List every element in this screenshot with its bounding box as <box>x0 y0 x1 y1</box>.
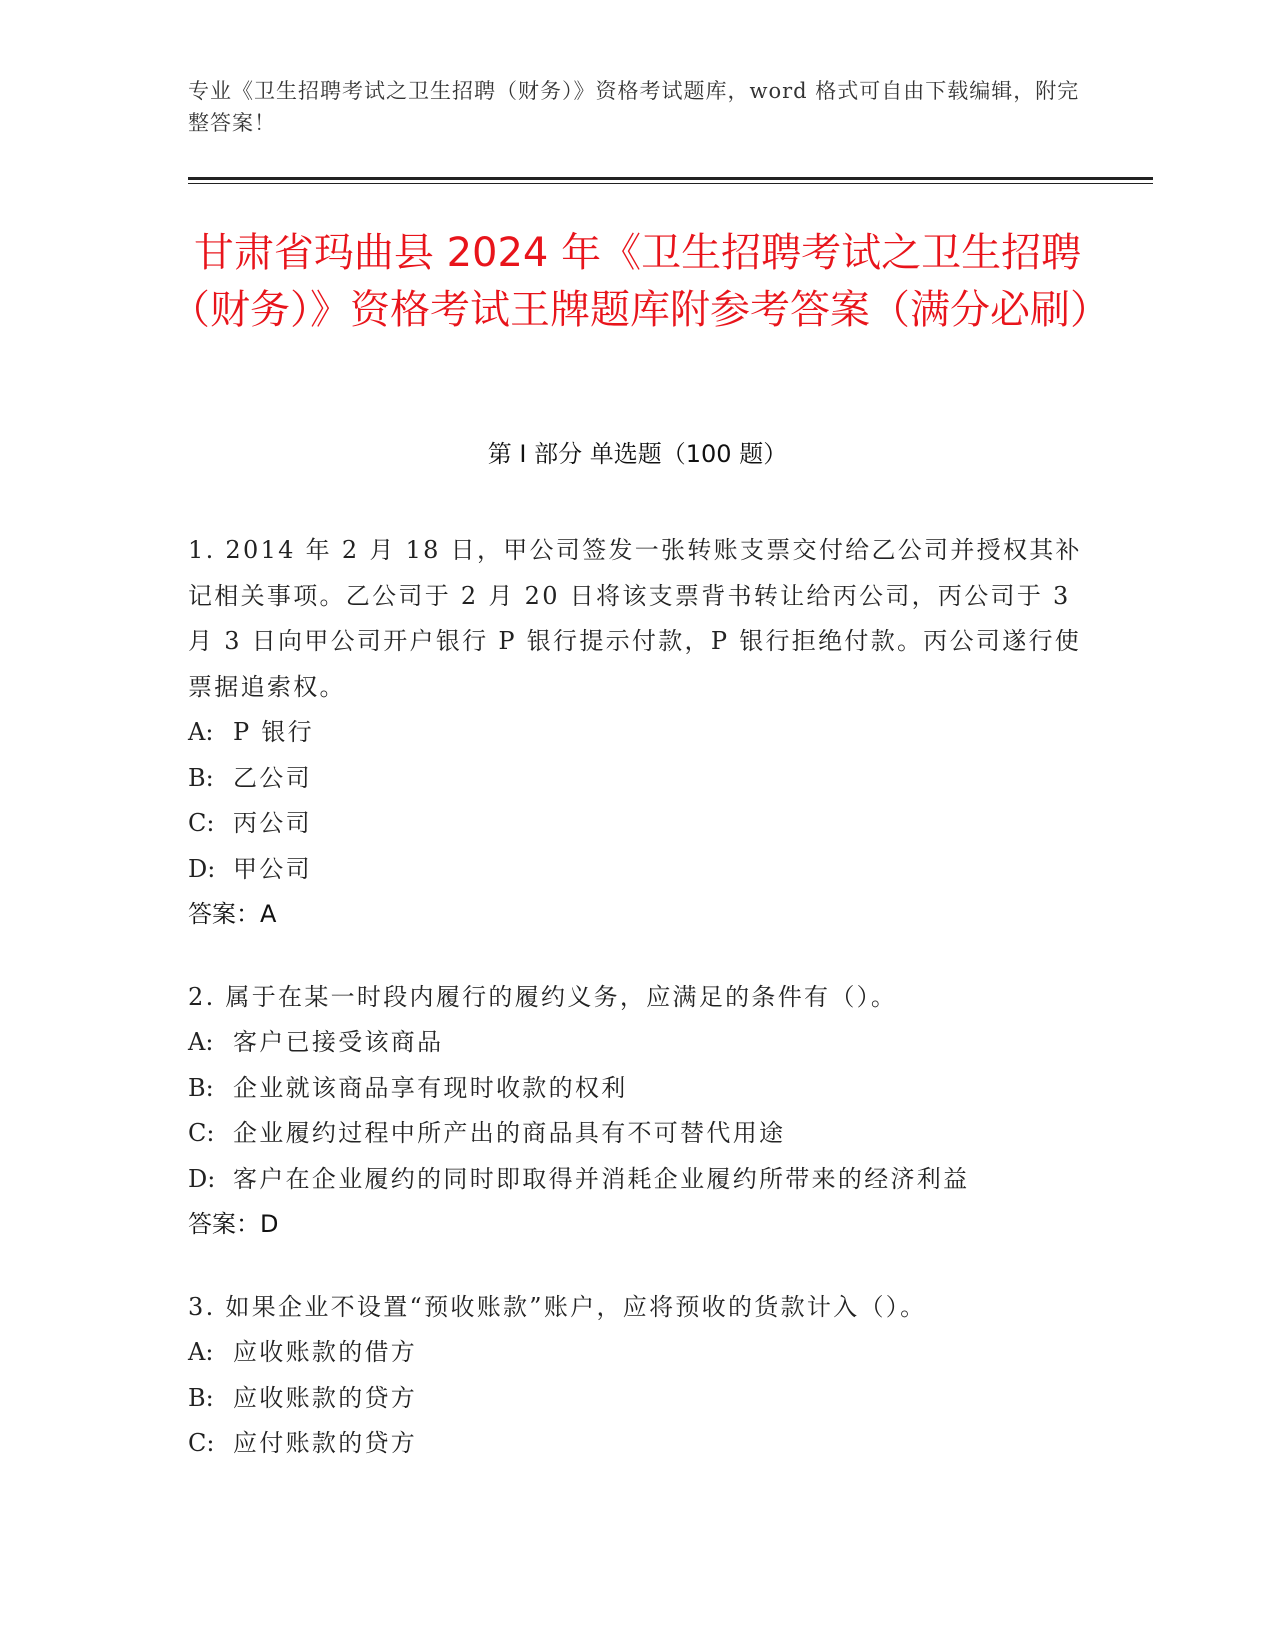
answer-option <box>188 1020 1088 1066</box>
answer-option <box>188 1330 1088 1376</box>
answer-option <box>188 1157 1088 1203</box>
option-key: B: <box>188 763 214 792</box>
answer-option <box>188 1421 1088 1467</box>
header-divider-thick <box>188 177 1153 180</box>
answer-option <box>188 756 1088 802</box>
question-list <box>188 528 1088 1504</box>
option-key: C: <box>188 1119 215 1147</box>
answer-option <box>188 1111 1088 1157</box>
option-text: 应收账款的贷方 <box>233 1383 418 1412</box>
option-key: A: <box>188 1338 214 1366</box>
header-note: 专业《卫生招聘考试之卫生招聘（财务）》资格考试题库，word 格式可自由下载编辑，附完整答案！ <box>188 79 1080 135</box>
question-3 <box>188 1285 1088 1467</box>
option-text: 企业就该商品享有现时收款的权利 <box>233 1073 628 1102</box>
option-key: B: <box>188 1383 214 1412</box>
option-key: D: <box>188 854 216 883</box>
answer-option <box>188 710 1088 756</box>
question-2 <box>188 975 1088 1248</box>
option-key: C: <box>188 1429 215 1457</box>
question-stem: 1. 2014 年 2 月 18 日，甲公司签发一张转账支票交付给乙公司并授权其补记相关事项。乙公司于 2 月 20 日将该支票背书转让给丙公司，丙公司于 3 月 3 日向甲公司开户银行 P 银行提示付款，P 银行拒绝付款。丙公司遂行使票据追索权。 <box>188 536 1082 701</box>
option-key: A: <box>188 1028 214 1056</box>
option-text: 甲公司 <box>233 854 312 883</box>
option-text: 乙公司 <box>233 763 312 792</box>
header-divider-thin <box>188 183 1153 184</box>
option-text: 丙公司 <box>233 809 312 837</box>
option-text: 企业履约过程中所产出的商品具有不可替代用途 <box>233 1119 786 1147</box>
question-stem: 3. 如果企业不设置“预收账款”账户，应将预收的货款计入（）。 <box>188 1292 927 1321</box>
option-key: C: <box>188 809 215 837</box>
option-key: D: <box>188 1164 216 1193</box>
question-1 <box>188 528 1088 938</box>
option-text: 应收账款的借方 <box>233 1338 418 1366</box>
option-text: 应付账款的贷方 <box>233 1429 418 1457</box>
option-text: 客户在企业履约的同时即取得并消耗企业履约所带来的经济利益 <box>233 1164 970 1193</box>
question-stem: 2. 属于在某一时段内履行的履约义务，应满足的条件有（）。 <box>188 982 898 1011</box>
option-text: 客户已接受该商品 <box>233 1028 444 1056</box>
section-heading: 第 I 部分 单选题（100 题） <box>487 440 788 468</box>
option-key: B: <box>188 1073 214 1102</box>
answer-option <box>188 1376 1088 1422</box>
option-text: P 银行 <box>233 718 314 746</box>
answer-option <box>188 1066 1088 1112</box>
option-key: A: <box>188 718 214 746</box>
answer-key: 答案：D <box>188 1210 279 1238</box>
answer-key: 答案：A <box>188 900 277 928</box>
document-title: 甘肃省玛曲县 2024 年《卫生招聘考试之卫生招聘（财务）》资格考试王牌题库附参考答案（满分必刷） <box>170 230 1110 333</box>
answer-option <box>188 801 1088 847</box>
answer-option <box>188 847 1088 893</box>
